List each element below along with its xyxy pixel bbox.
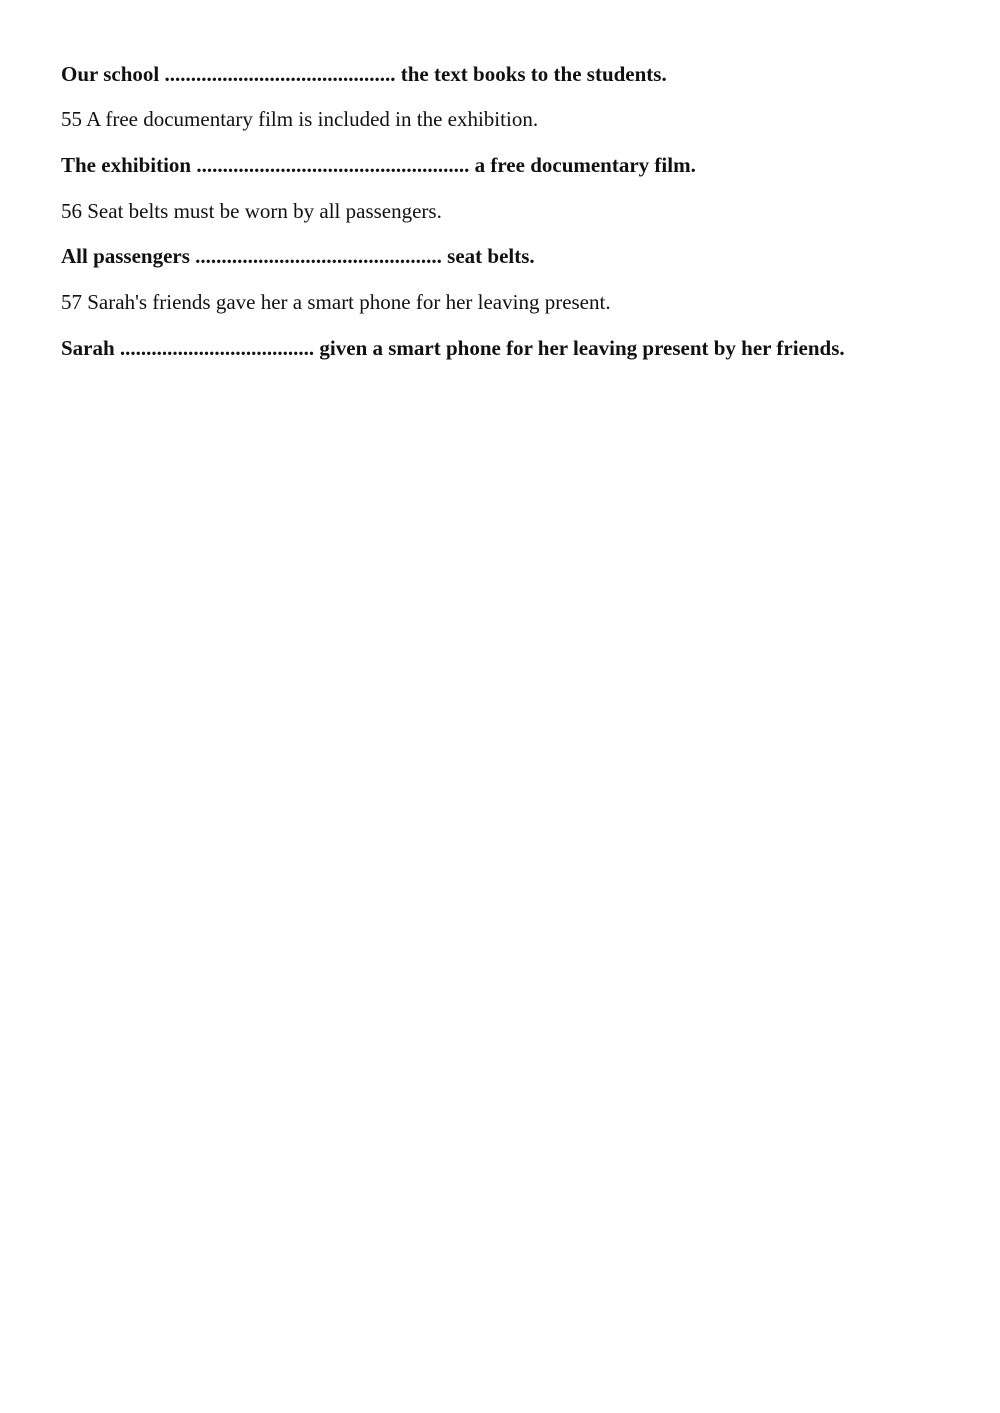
question-55: 55 A free documentary film is included in the exhibition. (61, 107, 539, 131)
question-56: 56 Seat belts must be worn by all passengers. (61, 199, 442, 223)
answer-line-56: All passengers ............................................... seat belts. (61, 244, 535, 268)
question-57: 57 Sarah's friends gave her a smart phone for her leaving present. (61, 290, 611, 314)
answer-line-54: Our school ............................................ the text books to the students. (61, 62, 667, 86)
answer-line-55: The exhibition .................................................... a free documentary film. (61, 153, 696, 177)
answer-line-57: Sarah ..................................... given a smart phone for her leaving present by her friends. (61, 336, 845, 360)
